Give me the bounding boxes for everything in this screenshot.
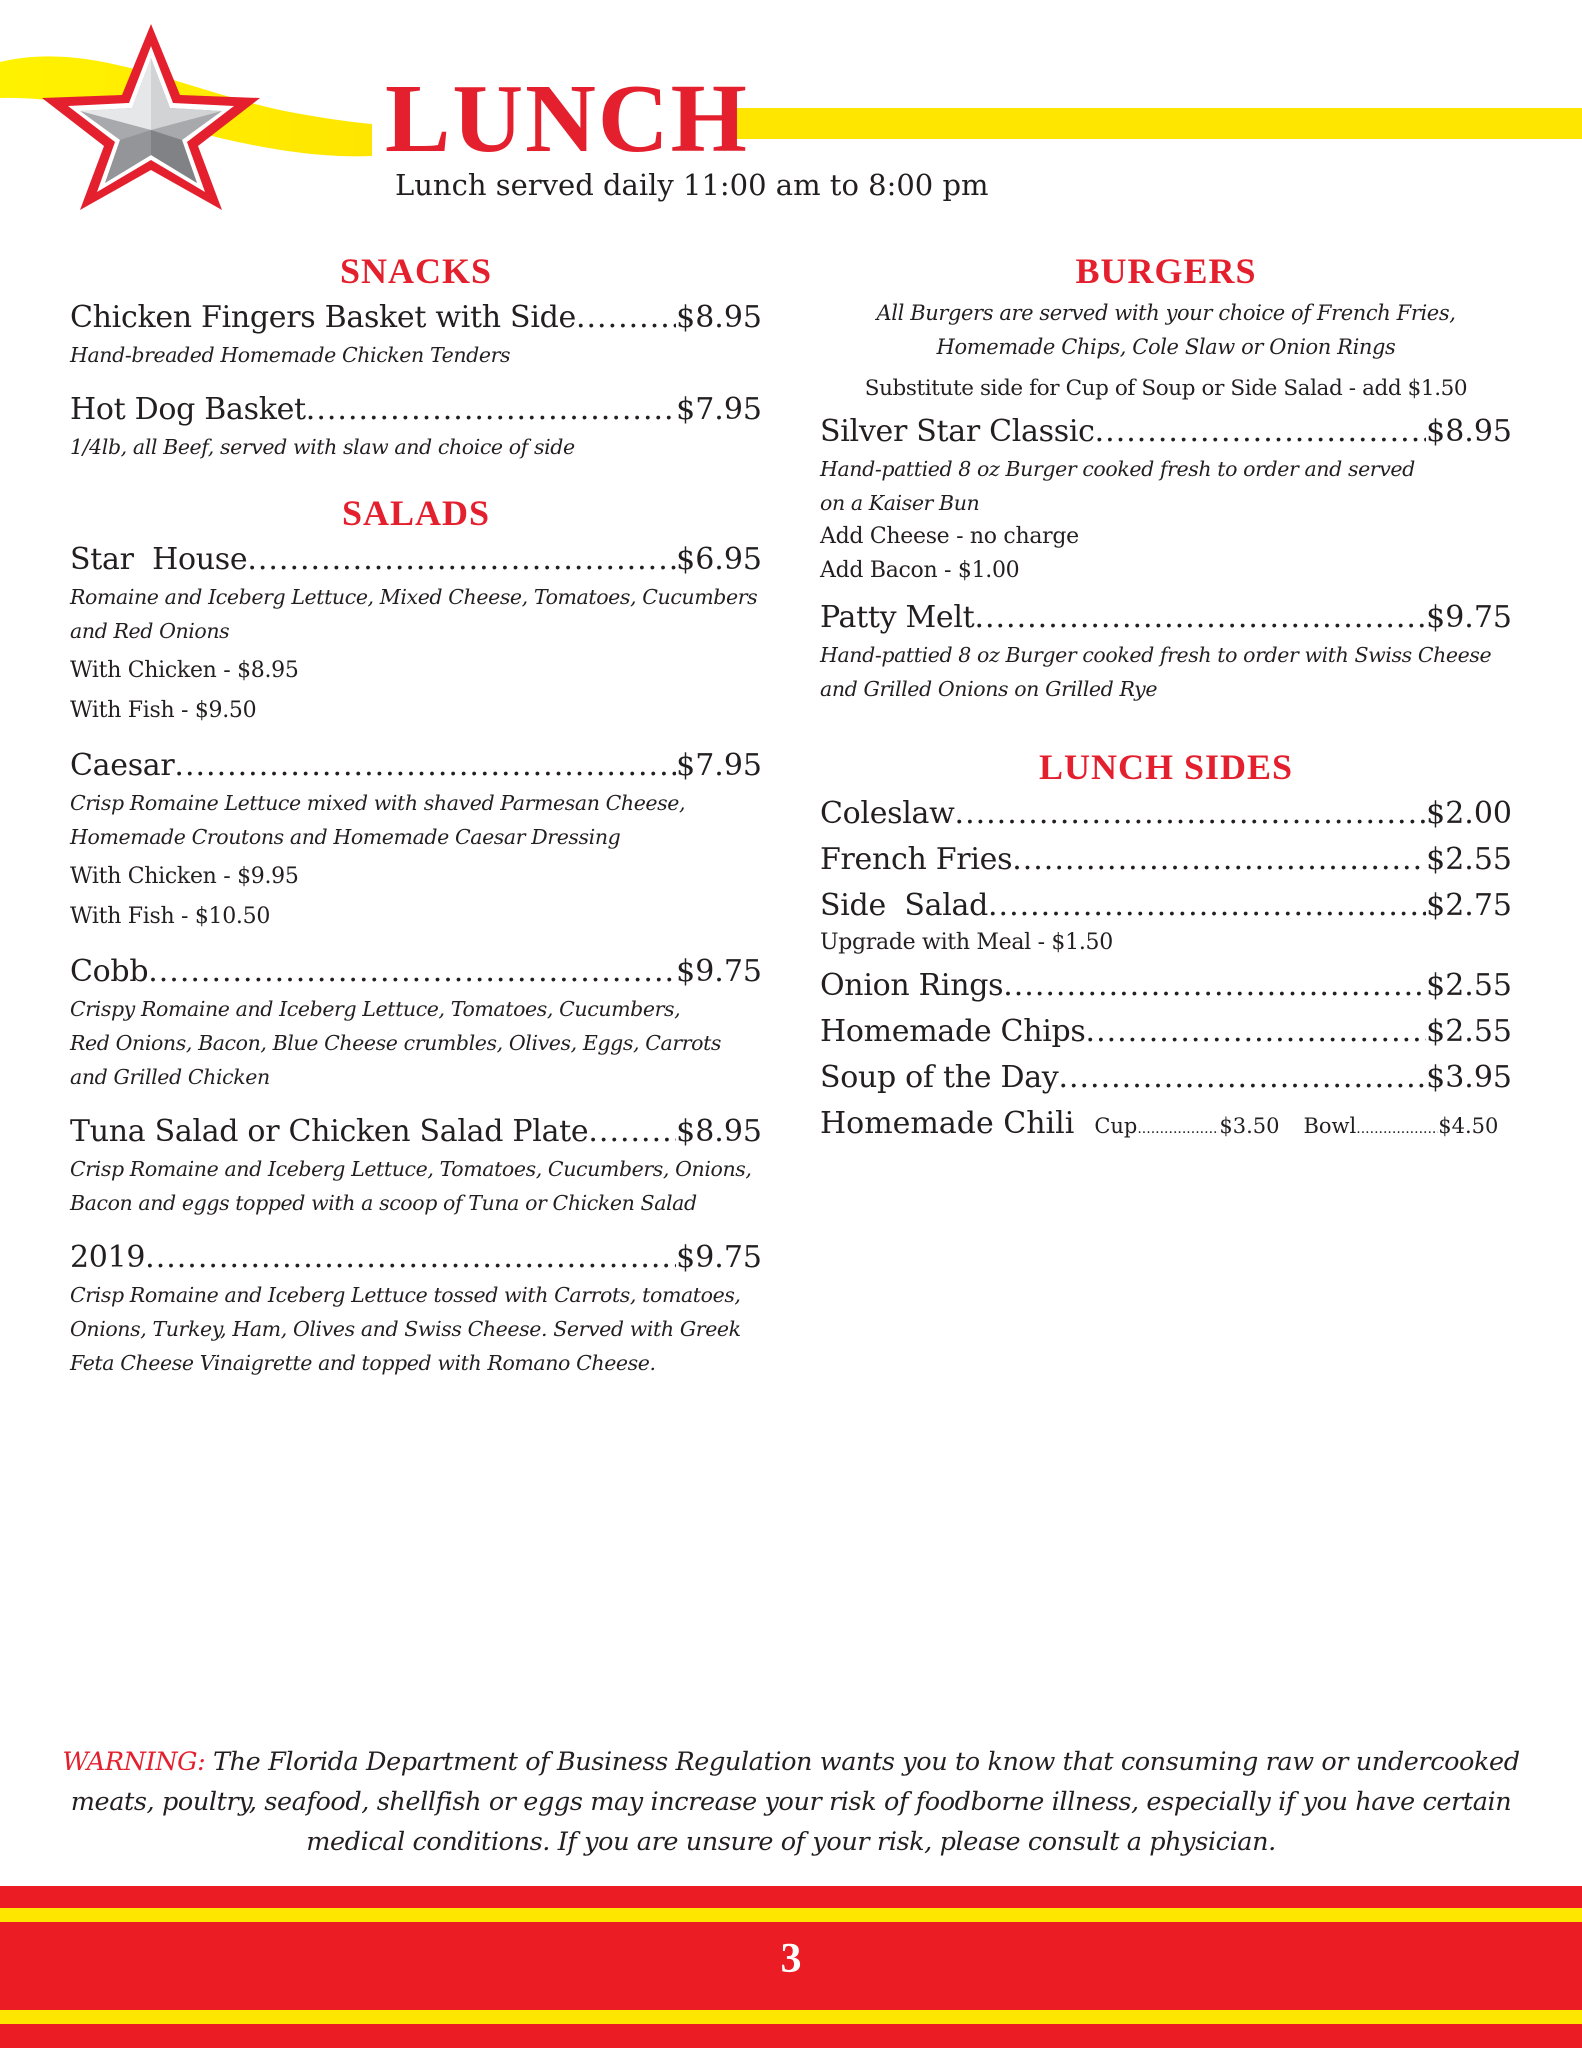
item-option: With Chicken - $9.95 <box>70 864 299 889</box>
item-name: Coleslaw <box>820 796 955 831</box>
item-price: $9.75 <box>676 1240 762 1275</box>
item-name: Homemade Chips <box>820 1014 1086 1049</box>
header-decoration <box>0 0 1582 240</box>
chili-cup-price: $3.50 <box>1219 1114 1280 1138</box>
item-description: Crispy Romaine and Iceberg Lettuce, Tomatoes, Cucumbers, <box>70 997 681 1021</box>
yellow-band <box>735 108 1582 139</box>
menu-item <box>70 952 762 1094</box>
side-item <box>820 886 1512 926</box>
item-price: $6.95 <box>676 542 762 577</box>
side-item <box>820 1012 1512 1052</box>
menu-item <box>70 390 762 464</box>
item-row <box>70 952 762 992</box>
footer-stripe <box>0 1908 1582 1922</box>
dot-leader <box>955 794 1427 834</box>
item-description: Crisp Romaine and Iceberg Lettuce tossed with Carrots, tomatoes, <box>70 1283 741 1307</box>
item-name: 2019 <box>70 1240 146 1275</box>
left-column <box>70 250 762 1380</box>
warning-label: WARNING: <box>62 1747 206 1777</box>
item-name: Silver Star Classic <box>820 414 1095 449</box>
item-price: $7.95 <box>676 392 762 427</box>
item-row <box>820 412 1512 452</box>
item-row <box>70 390 762 430</box>
item-option: With Fish - $10.50 <box>70 904 271 929</box>
dot-leader <box>174 746 676 786</box>
side-item-note: Upgrade with Meal - $1.50 <box>820 930 1113 955</box>
section-title-burgers: BURGERS <box>1075 251 1257 291</box>
side-item <box>820 794 1512 834</box>
burgers-substitute-note: Substitute side for Cup of Soup or Side Salad - add $1.50 <box>864 376 1468 401</box>
dot-leader <box>1012 840 1426 880</box>
lunch-hours: Lunch served daily 11:00 am to 8:00 pm <box>395 168 989 202</box>
item-price: $9.75 <box>676 954 762 989</box>
item-description: Homemade Croutons and Homemade Caesar Dressing <box>70 825 621 849</box>
item-price: $3.95 <box>1426 1060 1512 1095</box>
item-row <box>70 1112 762 1152</box>
dot-leader <box>1137 1121 1219 1137</box>
item-name: Tuna Salad or Chicken Salad Plate <box>70 1114 589 1149</box>
dot-leader <box>1095 412 1426 452</box>
item-row <box>70 298 762 338</box>
dot-leader <box>974 598 1426 638</box>
item-option: With Fish - $9.50 <box>70 698 257 723</box>
item-description: and Grilled Chicken <box>70 1065 270 1089</box>
item-name: Onion Rings <box>820 968 1004 1003</box>
menu-item <box>70 298 762 372</box>
item-name: Patty Melt <box>820 600 975 635</box>
item-name: Homemade Chili <box>820 1106 1075 1141</box>
warning-text: The Florida Department of Business Regulation wants you to know that consuming raw or undercooked meats, poultry, seafood, shellfish or eggs may increase your risk of foodborne illness, especially if you have certain medical conditions. If you are unsure of your risk, please consult a physician. <box>70 1747 1520 1857</box>
item-name: French Fries <box>820 842 1013 877</box>
item-description: on a Kaiser Bun <box>820 491 980 515</box>
item-description: Feta Cheese Vinaigrette and topped with Romano Cheese. <box>70 1351 656 1375</box>
item-name: Caesar <box>70 748 175 783</box>
section-title-salads: SALADS <box>341 493 491 533</box>
dot-leader <box>145 1238 676 1278</box>
item-name: Chicken Fingers Basket with Side <box>70 300 576 335</box>
item-description: Red Onions, Bacon, Blue Cheese crumbles, Olives, Eggs, Carrots <box>70 1031 722 1055</box>
dot-leader <box>1003 966 1426 1006</box>
burgers-note: All Burgers are served with your choice of French Fries, <box>876 301 1456 325</box>
item-description: and Red Onions <box>70 619 230 643</box>
side-item-chili <box>820 1104 1512 1144</box>
dot-leader <box>988 886 1426 926</box>
footer-stripe <box>0 2010 1582 2024</box>
menu-item <box>70 540 762 728</box>
dot-leader <box>148 952 676 992</box>
silver-star-icon <box>42 24 260 210</box>
dot-leader <box>576 298 676 338</box>
item-option: Add Cheese - no charge <box>820 524 1079 549</box>
item-description: Crisp Romaine and Iceberg Lettuce, Tomatoes, Cucumbers, Onions, <box>70 1157 752 1181</box>
item-name: Side Salad <box>820 888 988 923</box>
item-description: Romaine and Iceberg Lettuce, Mixed Cheese, Tomatoes, Cucumbers <box>70 585 758 609</box>
item-price: $2.55 <box>1426 1014 1512 1049</box>
side-item <box>820 1058 1512 1098</box>
item-option: Add Bacon - $1.00 <box>820 558 1020 583</box>
item-price: $2.55 <box>1426 968 1512 1003</box>
food-safety-warning <box>60 1742 1522 1862</box>
dot-leader <box>1356 1121 1438 1137</box>
item-row <box>70 1238 762 1278</box>
item-description: Hand-pattied 8 oz Burger cooked fresh to order and served <box>820 457 1415 481</box>
item-description: and Grilled Onions on Grilled Rye <box>820 677 1158 701</box>
item-description: Hand-pattied 8 oz Burger cooked fresh to order with Swiss Cheese <box>820 643 1492 667</box>
menu-item <box>820 412 1512 588</box>
item-price: $2.75 <box>1426 888 1512 923</box>
side-item <box>820 840 1512 880</box>
footer-band <box>0 1886 1582 2048</box>
item-row <box>70 540 762 580</box>
item-description: 1/4lb, all Beef, served with slaw and choice of side <box>70 435 575 459</box>
item-price: $8.95 <box>676 300 762 335</box>
burgers-note: Homemade Chips, Cole Slaw or Onion Rings <box>936 335 1396 359</box>
dot-leader <box>1086 1012 1427 1052</box>
chili-bowl-price: $4.50 <box>1438 1114 1499 1138</box>
dot-leader <box>247 540 676 580</box>
item-price: $2.00 <box>1426 796 1512 831</box>
item-price: $2.55 <box>1426 842 1512 877</box>
item-price: $8.95 <box>676 1114 762 1149</box>
item-name: Soup of the Day <box>820 1060 1059 1095</box>
item-description: Hand-breaded Homemade Chicken Tenders <box>70 343 511 367</box>
side-item <box>820 966 1512 1006</box>
menu-item <box>70 746 762 934</box>
chili-cup-label: Cup <box>1094 1114 1138 1138</box>
item-description: Bacon and eggs topped with a scoop of Tuna or Chicken Salad <box>70 1191 697 1215</box>
chili-bowl-option <box>1303 1114 1498 1138</box>
item-row <box>70 746 762 786</box>
item-price: $8.95 <box>1426 414 1512 449</box>
chili-cup-option <box>1094 1114 1279 1138</box>
dot-leader <box>588 1112 676 1152</box>
section-title-lunch-sides: LUNCH SIDES <box>1038 747 1294 787</box>
item-name: Cobb <box>70 954 149 989</box>
item-name: Star House <box>70 542 248 577</box>
menu-item <box>70 1112 762 1220</box>
item-description: Onions, Turkey, Ham, Olives and Swiss Cheese. Served with Greek <box>70 1317 741 1341</box>
item-option: With Chicken - $8.95 <box>70 658 299 683</box>
page-number: 3 <box>780 1936 802 1982</box>
right-column <box>820 250 1512 1144</box>
chili-bowl-label: Bowl <box>1303 1114 1357 1138</box>
page-title: LUNCH <box>385 65 749 173</box>
dot-leader <box>1058 1058 1426 1098</box>
item-description: Crisp Romaine Lettuce mixed with shaved Parmesan Cheese, <box>70 791 686 815</box>
menu-item <box>820 598 1512 706</box>
item-name: Hot Dog Basket <box>70 392 306 427</box>
dot-leader <box>306 390 676 430</box>
section-title-snacks: SNACKS <box>339 251 493 291</box>
item-price: $7.95 <box>676 748 762 783</box>
item-price: $9.75 <box>1426 600 1512 635</box>
item-row <box>820 598 1512 638</box>
menu-item <box>70 1238 762 1380</box>
